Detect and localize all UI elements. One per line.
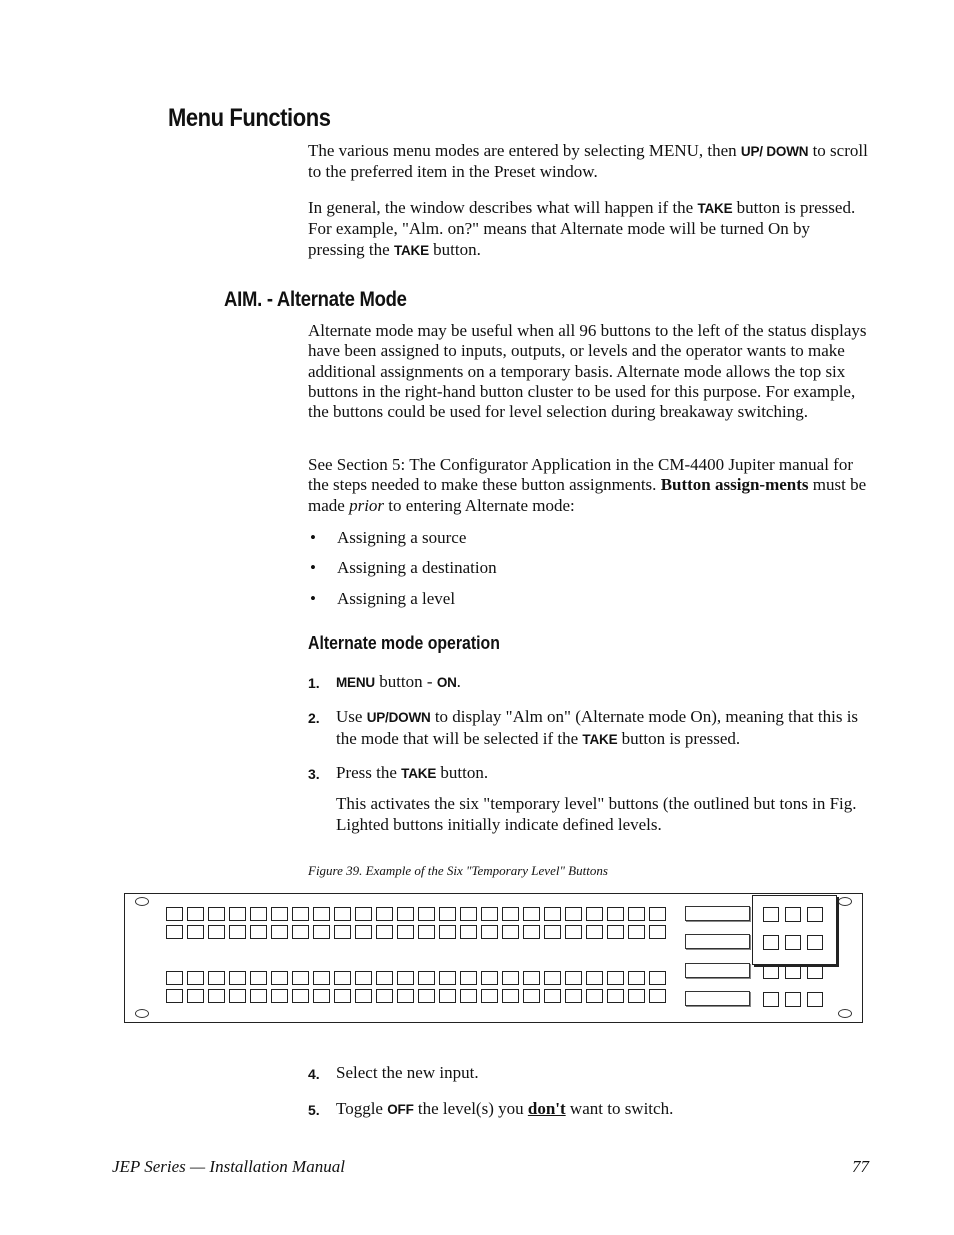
text-run: button is pressed. — [617, 728, 741, 748]
panel-button[interactable] — [208, 989, 225, 1003]
text-run: button. — [436, 763, 489, 782]
section-paragraph-1: Alternate mode may be useful when all 96 buttons to the left of the status displays have been assigned to inputs, outputs, or levels and the operator wants to make additional assignments on a temporary basis. Alternate mode allows the top six buttons in the right-hand button cluster to be used for this purpose. For example, the buttons could be used for level selection during breakaway switching. — [308, 321, 867, 422]
panel-button[interactable] — [250, 925, 267, 939]
panel-button[interactable] — [250, 989, 267, 1003]
text-run: the level(s) you — [413, 1099, 528, 1118]
text-run: want to switch. — [565, 1099, 674, 1118]
panel-button[interactable] — [565, 925, 582, 939]
emphasis-dont: don't — [527, 1099, 566, 1118]
step-number: 1. — [308, 675, 320, 691]
panel-button[interactable] — [250, 907, 267, 921]
temporary-level-button[interactable] — [785, 907, 801, 922]
panel-button[interactable] — [397, 925, 414, 939]
button-grid-top — [166, 907, 670, 939]
panel-button[interactable] — [586, 925, 603, 939]
panel-button[interactable] — [460, 925, 477, 939]
bullet-item: • Assigning a source — [310, 528, 467, 547]
panel-button[interactable] — [565, 989, 582, 1003]
step-number: 4. — [308, 1066, 320, 1082]
page-title: Menu Functions — [168, 104, 331, 132]
status-display — [685, 991, 750, 1006]
panel-button[interactable] — [523, 989, 540, 1003]
panel-button[interactable] — [166, 971, 183, 985]
panel-button[interactable] — [397, 907, 414, 921]
keyword-take: TAKE — [582, 731, 618, 747]
panel-button[interactable] — [481, 907, 498, 921]
panel-button[interactable] — [649, 925, 666, 939]
panel-button[interactable] — [649, 989, 666, 1003]
mounting-hole-icon — [838, 1009, 852, 1018]
step-number: 3. — [308, 766, 320, 782]
panel-button[interactable] — [544, 925, 561, 939]
panel-button[interactable] — [502, 925, 519, 939]
step-3-note: This activates the six "temporary level" buttons (the outlined but tons in Fig. Lighted buttons initially indicate defined levels. — [336, 794, 857, 834]
bullet-text: Assigning a source — [337, 528, 467, 547]
status-display — [685, 906, 750, 921]
italic-text: prior — [349, 495, 385, 515]
panel-button[interactable] — [807, 992, 823, 1007]
panel-button[interactable] — [607, 989, 624, 1003]
panel-button[interactable] — [649, 971, 666, 985]
subsection-title: Alternate mode operation — [308, 633, 500, 653]
text-run: must be made — [308, 475, 867, 515]
panel-button[interactable] — [628, 925, 645, 939]
text-run: Toggle — [336, 1099, 388, 1118]
panel-button[interactable] — [481, 971, 498, 985]
panel-button[interactable] — [565, 907, 582, 921]
panel-button[interactable] — [355, 971, 372, 985]
panel-button[interactable] — [208, 907, 225, 921]
panel-button[interactable] — [397, 971, 414, 985]
keyword-take: TAKE — [697, 201, 733, 216]
panel-button[interactable] — [376, 925, 393, 939]
panel-button[interactable] — [502, 907, 519, 921]
status-display — [685, 963, 750, 978]
panel-button[interactable] — [271, 971, 288, 985]
panel-button[interactable] — [439, 989, 456, 1003]
temporary-level-row-2 — [763, 935, 823, 950]
text-run: button is pressed. For example, "Alm. on?" means that Alternate mode will be turned On by pressing the — [308, 198, 856, 259]
keyword-take: TAKE — [401, 766, 437, 781]
step-1 — [336, 672, 870, 694]
panel-button[interactable] — [292, 989, 309, 1003]
step-number: 2. — [308, 710, 320, 726]
panel-button[interactable] — [523, 971, 540, 985]
mounting-hole-icon — [838, 897, 852, 906]
panel-button[interactable] — [166, 989, 183, 1003]
text-run: Use — [336, 707, 367, 726]
bullet-item: • Assigning a level — [310, 589, 456, 608]
panel-button[interactable] — [565, 971, 582, 985]
panel-button[interactable] — [460, 971, 477, 985]
intro-paragraph-2 — [308, 198, 870, 261]
temporary-level-button[interactable] — [763, 935, 779, 950]
text-run: to display "Alm on" (Alternate mode On), meaning that this is the mode that will be selected if the — [336, 707, 859, 748]
button-panel-figure — [124, 893, 863, 1023]
panel-button[interactable] — [229, 989, 246, 1003]
panel-button[interactable] — [785, 966, 801, 979]
keyword-take: TAKE — [393, 242, 429, 258]
text-run: to entering Alternate mode: — [384, 495, 575, 515]
panel-button[interactable] — [418, 971, 435, 985]
text-run: Press the — [336, 763, 402, 782]
section-title: AIM. - Alternate Mode — [224, 288, 407, 311]
panel-button[interactable] — [313, 989, 330, 1003]
panel-button[interactable] — [292, 971, 309, 985]
panel-button[interactable] — [271, 907, 288, 921]
panel-button[interactable] — [334, 989, 351, 1003]
panel-button[interactable] — [187, 971, 204, 985]
temporary-level-button[interactable] — [807, 907, 823, 922]
text-run: The various menu modes are entered by selecting MENU, then — [308, 141, 741, 160]
cluster-row-3 — [763, 966, 823, 979]
panel-button[interactable] — [418, 907, 435, 921]
temporary-level-button[interactable] — [763, 907, 779, 922]
panel-button[interactable] — [313, 971, 330, 985]
page-number: 77 — [852, 1157, 869, 1176]
text-run: button. — [428, 239, 481, 259]
panel-button[interactable] — [271, 989, 288, 1003]
keyword-off: OFF — [387, 1102, 414, 1117]
panel-button[interactable] — [628, 907, 645, 921]
panel-button[interactable] — [229, 925, 246, 939]
panel-button[interactable] — [481, 989, 498, 1003]
keyword-menu: MENU — [336, 675, 375, 690]
panel-button[interactable] — [607, 907, 624, 921]
panel-button[interactable] — [313, 907, 330, 921]
text-run: button - — [374, 672, 437, 691]
text-run: . — [456, 672, 461, 691]
panel-button[interactable] — [355, 907, 372, 921]
panel-button[interactable] — [334, 971, 351, 985]
figure-caption: Figure 39. Example of the Six "Temporary Level" Buttons — [308, 863, 608, 878]
panel-button[interactable] — [628, 971, 645, 985]
panel-button[interactable] — [544, 907, 561, 921]
keyword-up-down: UP/DOWN — [366, 710, 431, 725]
step-number: 5. — [308, 1102, 320, 1118]
bold-text: Button assign-ments — [660, 475, 809, 495]
panel-button[interactable] — [785, 992, 801, 1007]
mounting-hole-icon — [135, 1009, 149, 1018]
panel-button[interactable] — [334, 925, 351, 939]
step-2 — [336, 707, 870, 750]
panel-button[interactable] — [208, 971, 225, 985]
panel-button[interactable] — [229, 971, 246, 985]
panel-button[interactable] — [397, 989, 414, 1003]
text-run: to scroll to the preferred item in the Preset window. — [308, 141, 868, 182]
cluster-row-4 — [763, 992, 823, 1007]
text-run: See Section 5: The Configurator Application in the CM-4400 Jupiter manual for the steps needed to make these button assignments. — [308, 455, 854, 495]
panel-button[interactable] — [807, 966, 823, 979]
panel-button[interactable] — [292, 907, 309, 921]
temporary-level-row-1 — [763, 907, 823, 922]
panel-button[interactable] — [439, 971, 456, 985]
panel-button[interactable] — [418, 925, 435, 939]
bullet-item: • Assigning a destination — [310, 558, 497, 577]
panel-button[interactable] — [586, 989, 603, 1003]
panel-button[interactable] — [187, 907, 204, 921]
panel-button[interactable] — [271, 925, 288, 939]
panel-button[interactable] — [166, 925, 183, 939]
panel-button[interactable] — [607, 925, 624, 939]
keyword-up-down: UP/ DOWN — [740, 144, 809, 159]
panel-button[interactable] — [586, 971, 603, 985]
panel-button[interactable] — [355, 925, 372, 939]
bullet-text: Assigning a destination — [337, 558, 497, 577]
panel-button[interactable] — [523, 925, 540, 939]
mounting-hole-icon — [135, 897, 149, 906]
panel-button[interactable] — [649, 907, 666, 921]
panel-button[interactable] — [166, 907, 183, 921]
panel-button[interactable] — [763, 992, 779, 1007]
section-paragraph-2 — [308, 455, 870, 516]
panel-button[interactable] — [523, 907, 540, 921]
text-run: In general, the window describes what will happen if the — [308, 198, 698, 217]
panel-button[interactable] — [502, 989, 519, 1003]
panel-button[interactable] — [607, 971, 624, 985]
button-grid-bottom — [166, 971, 670, 1003]
panel-button[interactable] — [586, 907, 603, 921]
bullet-text: Assigning a level — [337, 589, 456, 608]
temporary-level-outline — [752, 895, 837, 965]
panel-button[interactable] — [229, 907, 246, 921]
panel-button[interactable] — [502, 971, 519, 985]
temporary-level-button[interactable] — [807, 935, 823, 950]
footer-title: JEP Series — Installation Manual — [112, 1157, 345, 1176]
panel-button[interactable] — [376, 971, 393, 985]
panel-button[interactable] — [334, 907, 351, 921]
panel-button[interactable] — [763, 966, 779, 979]
panel-button[interactable] — [292, 925, 309, 939]
panel-button[interactable] — [544, 971, 561, 985]
panel-button[interactable] — [187, 925, 204, 939]
panel-button[interactable] — [376, 989, 393, 1003]
keyword-on: ON — [436, 675, 457, 690]
step-5 — [336, 1099, 870, 1121]
panel-button[interactable] — [313, 925, 330, 939]
panel-button[interactable] — [460, 907, 477, 921]
panel-button[interactable] — [355, 989, 372, 1003]
step-3 — [336, 763, 870, 785]
panel-button[interactable] — [187, 989, 204, 1003]
panel-button[interactable] — [481, 925, 498, 939]
panel-button[interactable] — [439, 907, 456, 921]
panel-button[interactable] — [439, 925, 456, 939]
panel-button[interactable] — [376, 907, 393, 921]
panel-button[interactable] — [250, 971, 267, 985]
panel-button[interactable] — [460, 989, 477, 1003]
panel-button[interactable] — [628, 989, 645, 1003]
panel-button[interactable] — [208, 925, 225, 939]
temporary-level-button[interactable] — [785, 935, 801, 950]
intro-paragraph-1 — [308, 141, 870, 183]
step-4: Select the new input. — [336, 1063, 479, 1082]
panel-button[interactable] — [418, 989, 435, 1003]
status-display — [685, 934, 750, 949]
panel-button[interactable] — [544, 989, 561, 1003]
